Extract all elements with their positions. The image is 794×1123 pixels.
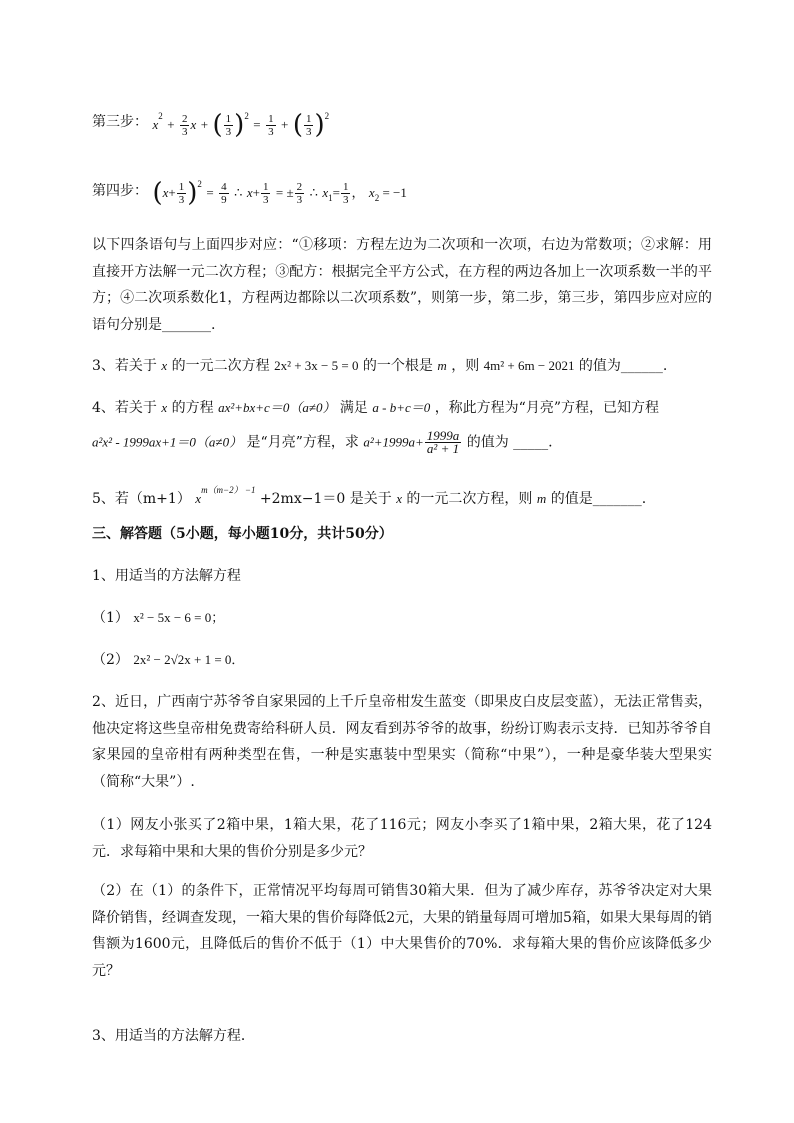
- step4-line: [92, 174, 407, 208]
- q3-var-m: m: [437, 358, 447, 373]
- q3-equation: 2x² + 3x − 5 = 0: [274, 358, 359, 373]
- step4-label: 第四步：: [92, 183, 148, 199]
- q3-text-e: 的值为______.: [578, 358, 668, 374]
- problem-1-part-2: [92, 650, 244, 670]
- p1-part1-label: （1）: [92, 610, 129, 626]
- q5-text-d: 的一元二次方程，则: [406, 491, 533, 507]
- q4-text-b: 的方程: [171, 400, 214, 416]
- step3-label: 第三步：: [92, 113, 148, 130]
- correspondence-paragraph: 以下四条语句与上面四步对应：“①移项：方程左边为二次项和一次项，右边为常数项；②求解：用直接开方法解一元二次方程；③配方：根据完全平方公式，在方程的两边各加上一次项系数一半的平方；④二次项系数化1，方程两边都除以二次项系数”，则第一步，第二步，第三步，第四步应对应的语句分别是_______.: [92, 237, 712, 333]
- q4-fraction-denominator: a² + 1: [426, 441, 460, 456]
- step3-equation: $x^2$ + $\frac{2}{3}$ x + ( $\frac{1}{3}$ )$^2$ = $\frac{1}{3}$ + ( $\frac{1}{3}$ )$^2$: [152, 110, 330, 140]
- question-3: [92, 356, 667, 376]
- p1-part1-equation: x² − 5x − 6 = 0；: [133, 610, 225, 625]
- q5-text-a: 5、若（m+1）: [92, 491, 191, 507]
- q4-text-e: 是“月亮”方程，求: [246, 434, 359, 451]
- q3-expression: 4m² + 6m − 2021: [483, 358, 575, 373]
- q4-text-c: 满足: [339, 400, 368, 416]
- q5-var-x: x: [396, 491, 402, 506]
- section-3-heading: 三、解答题（5小题，每小题10分，共计50分）: [92, 526, 393, 542]
- step4-equation: (x+ $\frac{1}{3}$ )$^2$ = $\frac{4}{9}$ ∴ x+ $\frac{1}{3}$ = ± $\frac{2}{3}$ ∴ $x_1=$ $\frac{1}{3}$ ， $x_2 = -1$: [152, 178, 407, 208]
- q4-moon-equation: a²x² - 1999ax+1＝0（a≠0）: [92, 434, 243, 450]
- problem-3-title: 3、用适当的方法解方程．: [92, 1028, 255, 1044]
- p1-part2-equation: 2x² − 2√2x + 1 = 0．: [133, 652, 245, 667]
- problem-1-part-1: [92, 608, 224, 628]
- q4-equation: ax²+bx+c＝0（a≠0）: [218, 400, 336, 415]
- q4-text-f: 的值为 _____.: [466, 434, 553, 451]
- q5-var-m: m: [536, 491, 547, 506]
- step3-line: [92, 106, 329, 138]
- q3-text-d: ，则: [451, 358, 480, 374]
- q4-condition: a - b+c＝0: [372, 400, 431, 415]
- question-4-line-2: [92, 430, 553, 455]
- q3-text-a: 3、若关于: [92, 358, 157, 374]
- q4-text-a: 4、若关于: [92, 400, 157, 416]
- q3-text-b: 的一元二次方程: [171, 358, 270, 374]
- q5-text-c: 是关于: [349, 491, 392, 507]
- q4-text-d: ，称此方程为“月亮”方程，已知方程: [434, 400, 660, 416]
- q5-equation-tail: +2mx−1＝0: [259, 491, 346, 507]
- question-4-line-1: [92, 398, 659, 418]
- q5-text-e: 的值是_______.: [550, 491, 647, 507]
- q5-power-term: $x^{m(m-2) -1}$: [195, 485, 256, 506]
- problem-2-intro: 2、近日，广西南宁苏爷爷自家果园的上千斤皇帝柑发生蓝变（即果皮白皮层变蓝），无法正常售卖，他决定将这些皇帝柑免费寄给科研人员．网友看到苏爷爷的故事，纷纷订购表示支持．已知苏爷爷自家果园的皇帝柑有两种类型在售，一种是实惠装中型果实（简称“中果”），一种是豪华装大型果实（简称“大果”）.: [92, 694, 712, 790]
- problem-2-part-2: （2）在（1）的条件下，正常情况平均每周可销售30箱大果．但为了减少库存，苏爷爷决定对大果降价销售，经调查发现，一箱大果的售价每降低2元，大果的销量每周可增加5箱，如果大果每周的销售额为1600元，且降低后的售价不低于（1）中大果售价的70%．求每箱大果的售价应该降低多少元？: [92, 883, 712, 979]
- problem-1-title: 1、用适当的方法解方程: [92, 568, 241, 584]
- q4-fraction: [425, 430, 462, 455]
- problem-2-part-1: （1）网友小张买了2箱中果，1箱大果，花了116元；网友小李买了1箱中果，2箱大果，花了124元．求每箱中果和大果的售价分别是多少元？: [92, 817, 712, 860]
- question-5: [92, 480, 646, 509]
- q4-var-x: x: [161, 400, 168, 415]
- q3-text-c: 的一个根是: [362, 358, 433, 374]
- q4-fraction-numerator: 1999a: [426, 428, 460, 443]
- q4-expression: a²+1999a+: [363, 434, 424, 450]
- q3-var-x: x: [161, 358, 168, 373]
- p1-part2-label: （2）: [92, 652, 129, 668]
